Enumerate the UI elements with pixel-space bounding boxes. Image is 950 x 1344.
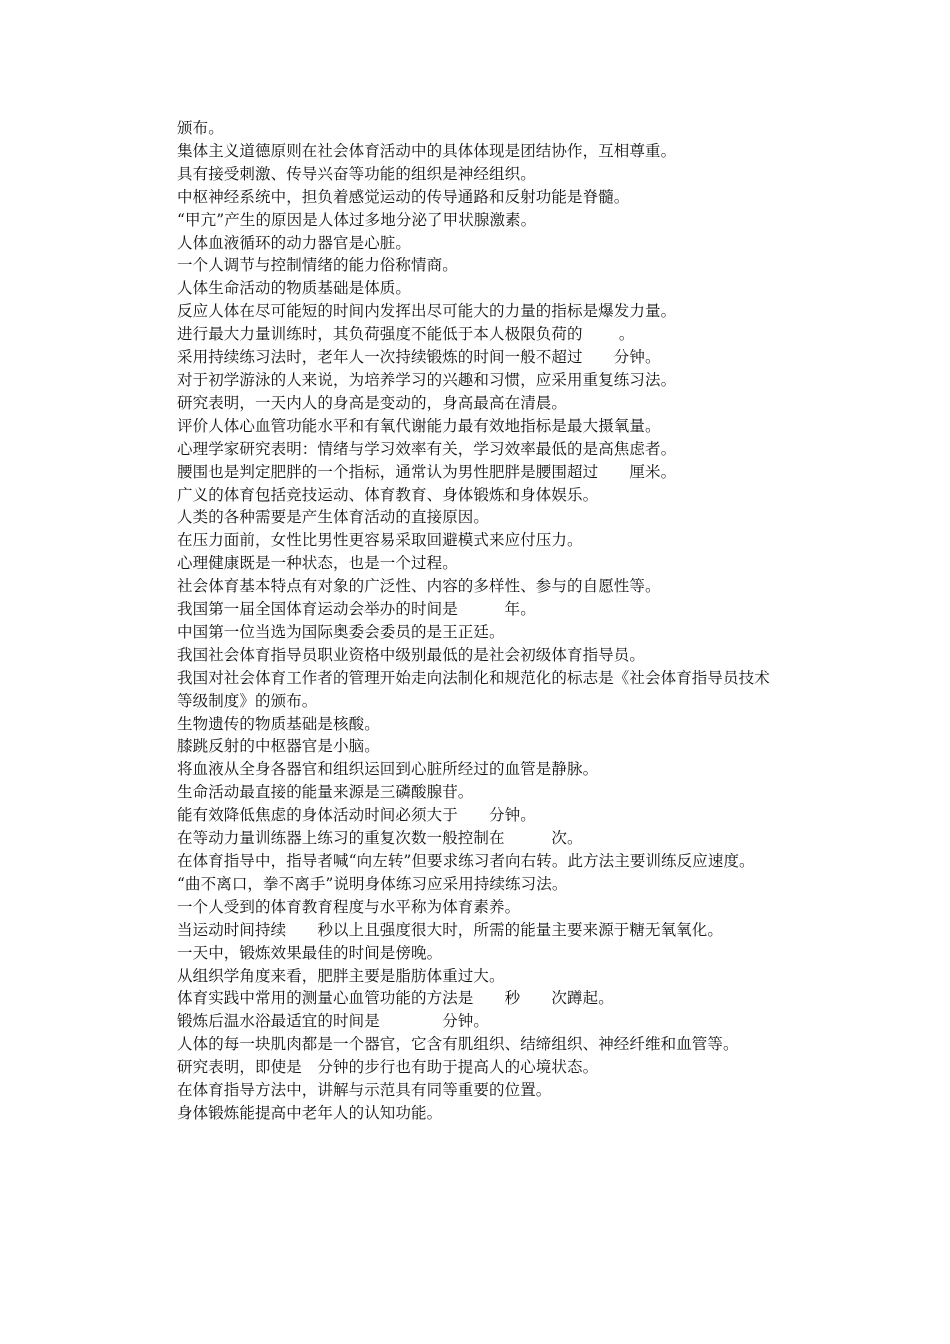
text-line: 我国第一届全国体育运动会举办的时间是 年。 <box>177 600 536 619</box>
text-line: 我国对社会体育工作者的管理开始走向法制化和规范化的标志是《社会体育指导员技术 <box>177 668 770 687</box>
text-line: 将血液从全身各器官和组织运回到心脏所经过的血管是静脉。 <box>177 760 599 779</box>
text-line: “甲亢”产生的原因是人体过多地分泌了甲状腺激素。 <box>177 210 537 229</box>
text-line: 在等动力量训练器上练习的重复次数一般控制在 次。 <box>177 829 583 848</box>
text-line: 能有效降低焦虑的身体活动时间必须大于 分钟。 <box>177 806 536 825</box>
document-body <box>177 117 827 1125</box>
text-line: 体育实践中常用的测量心血管功能的方法是 秒 次蹲起。 <box>177 989 614 1008</box>
text-line: 人体的每一块肌肉都是一个器官，它含有肌组织、结缔组织、神经纤维和血管等。 <box>177 1035 739 1054</box>
text-line: 身体锻炼能提高中老年人的认知功能。 <box>177 1103 443 1122</box>
text-line: 研究表明，即使是 分钟的步行也有助于提高人的心境状态。 <box>177 1058 599 1077</box>
text-line: 人体血液循环的动力器官是心脏。 <box>177 233 412 252</box>
text-line: 从组织学角度来看，肥胖主要是脂肪体重过大。 <box>177 966 505 985</box>
text-line: 在体育指导中，指导者喊“向左转”但要求练习者向右转。此方法主要训练反应速度。 <box>177 852 755 870</box>
text-line: 当运动时间持续 秒以上且强度很大时，所需的能量主要来源于糖无氧氧化。 <box>177 920 724 939</box>
text-line: 对于初学游泳的人来说，为培养学习的兴趣和习惯，应采用重复练习法。 <box>177 370 677 389</box>
text-line: 一个人调节与控制情绪的能力俗称情商。 <box>177 256 458 275</box>
text-line: 人体生命活动的物质基础是体质。 <box>177 279 412 298</box>
text-line: 中国第一位当选为国际奥委会委员的是王正廷。 <box>177 622 505 641</box>
text-line: 一个人受到的体育教育程度与水平称为体育素养。 <box>177 897 521 916</box>
text-line: 腰围也是判定肥胖的一个指标，通常认为男性肥胖是腰围超过 厘米。 <box>177 462 677 481</box>
text-line: 锻炼后温水浴最适宜的时间是 分钟。 <box>177 1012 490 1031</box>
text-line: 评价人体心血管功能水平和有氧代谢能力最有效地指标是最大摄氧量。 <box>177 416 661 435</box>
text-line: 进行最大力量训练时，其负荷强度不能低于本人极限负荷的 。 <box>177 325 635 344</box>
text-line: 广义的体育包括竞技运动、体育教育、身体锻炼和身体娱乐。 <box>177 485 599 504</box>
text-line: 人类的各种需要是产生体育活动的直接原因。 <box>177 508 490 527</box>
text-line: 中枢神经系统中，担负着感觉运动的传导通路和反射功能是脊髓。 <box>177 187 630 206</box>
text-line: 社会体育基本特点有对象的广泛性、内容的多样性、参与的自愿性等。 <box>177 577 661 596</box>
text-line: 一天中，锻炼效果最佳的时间是傍晚。 <box>177 943 443 962</box>
text-line: 心理学家研究表明：情绪与学习效率有关，学习效率最低的是高焦虑者。 <box>177 439 677 458</box>
text-line: 在压力面前，女性比男性更容易采取回避模式来应付压力。 <box>177 531 583 550</box>
text-line: 生命活动最直接的能量来源是三磷酸腺苷。 <box>177 783 474 802</box>
text-line: 心理健康既是一种状态，也是一个过程。 <box>177 554 458 573</box>
text-line: 在体育指导方法中，讲解与示范具有同等重要的位置。 <box>177 1081 552 1100</box>
text-line: 等级制度》的颁布。 <box>177 691 318 710</box>
text-line: 我国社会体育指导员职业资格中级别最低的是社会初级体育指导员。 <box>177 645 646 664</box>
text-line: 研究表明，一天内人的身高是变动的，身高最高在清晨。 <box>177 393 568 412</box>
text-line: 反应人体在尽可能短的时间内发挥出尽可能大的力量的指标是爆发力量。 <box>177 302 677 321</box>
text-line: 具有接受刺激、传导兴奋等功能的组织是神经组织。 <box>177 164 536 183</box>
text-line: 集体主义道德原则在社会体育活动中的具体体现是团结协作，互相尊重。 <box>177 141 677 160</box>
text-line: “曲不离口，拳不离手”说明身体练习应采用持续练习法。 <box>177 874 568 893</box>
text-line: 膝跳反射的中枢器官是小脑。 <box>177 737 380 756</box>
text-line: 生物遗传的物质基础是核酸。 <box>177 714 380 733</box>
text-line: 颁布。 <box>177 119 224 137</box>
text-line: 采用持续练习法时，老年人一次持续锻炼的时间一般不超过 分钟。 <box>177 348 661 367</box>
